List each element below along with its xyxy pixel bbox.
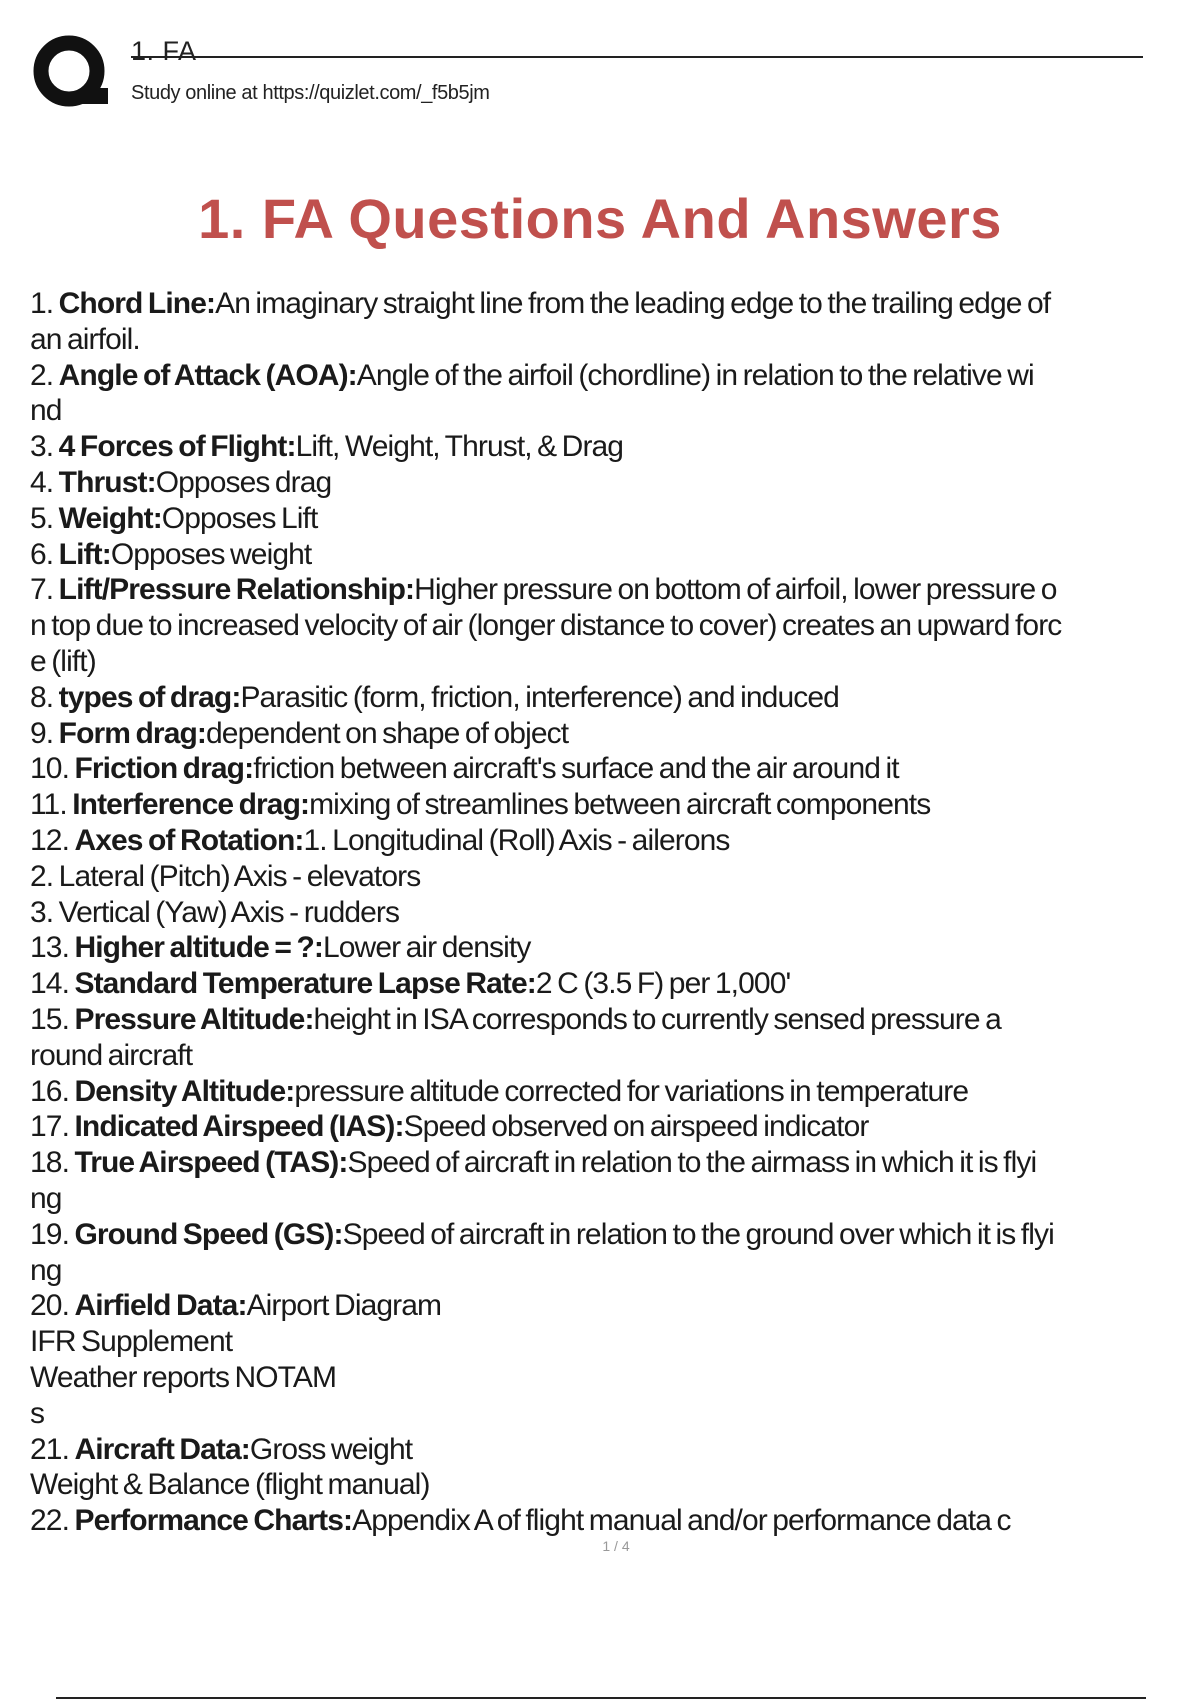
qa-definition: Opposes Lift [161, 501, 318, 535]
qa-item: 6. Lift:Opposes weight [30, 537, 312, 571]
qa-term: True Airspeed (TAS): [74, 1146, 348, 1180]
qa-item: 8. types of drag:Parasitic (form, friction, interference) and induced [30, 680, 839, 714]
qa-item: 22. Performance Charts:Appendix A of flight manual and/or performance data c [30, 1504, 1011, 1538]
qa-definition: Speed of aircraft in relation to the airmass in which it is flyi ng [30, 1146, 1037, 1215]
qa-definition: Opposes drag [155, 465, 332, 499]
qa-term: Interference drag: [72, 788, 310, 822]
footer-divider [56, 1697, 1146, 1699]
qa-item: 9. Form drag:dependent on shape of object [30, 716, 569, 750]
qa-definition: mixing of streamlines between aircraft components [309, 788, 931, 822]
qa-term: Ground Speed (GS): [74, 1217, 343, 1251]
qa-definition: Opposes weight [110, 537, 312, 571]
qa-term: Friction drag: [74, 752, 254, 786]
qa-term: Lift/Pressure Relationship: [58, 573, 415, 607]
qa-term: types of drag: [58, 680, 241, 714]
qa-term: Standard Temperature Lapse Rate: [74, 967, 536, 1001]
qa-definition: Lower air density [322, 931, 531, 965]
qa-definition: Gross weight Weight & Balance (flight manual) [30, 1432, 430, 1502]
qa-item: 13. Higher altitude = ?:Lower air density [30, 931, 531, 965]
qa-term: Aircraft Data: [74, 1432, 250, 1466]
qa-definition: height in ISA corresponds to currently sensed pressure a round aircraft [30, 1002, 1001, 1072]
qa-item: 21. Aircraft Data:Gross weight Weight & Balance (flight manual) [30, 1432, 430, 1502]
qa-term: Higher altitude = ?: [74, 931, 323, 965]
qa-item: 2. Angle of Attack (AOA):Angle of the airfoil (chordline) in relation to the relative wi nd [30, 358, 1034, 428]
qa-item: 4. Thrust:Opposes drag [30, 465, 332, 499]
header-divider [131, 56, 1143, 58]
qa-term: Thrust: [58, 465, 156, 499]
qa-item: 16. Density Altitude:pressure altitude corrected for variations in temperature [30, 1074, 969, 1108]
qa-term: Performance Charts: [74, 1504, 353, 1538]
qa-item: 1. Chord Line:An imaginary straight line from the leading edge to the trailing edge of an airfoil. [30, 287, 1051, 356]
qa-definition: dependent on shape of object [206, 716, 569, 750]
qa-term: Chord Line: [58, 287, 216, 320]
qa-term: Form drag: [58, 716, 207, 750]
qa-item: 14. Standard Temperature Lapse Rate:2 C (3.5 F) per 1,000' [30, 967, 791, 1001]
document-name: 1. FA [131, 36, 197, 66]
qa-term: Indicated Airspeed (IAS): [74, 1110, 404, 1144]
qa-item: 3. 4 Forces of Flight:Lift, Weight, Thrust, & Drag [30, 430, 624, 464]
qa-definition: friction between aircraft's surface and the air around it [253, 752, 899, 786]
quizlet-logo-icon [32, 34, 112, 114]
qa-item: 19. Ground Speed (GS):Speed of aircraft in relation to the ground over which it is flyi ng [30, 1217, 1054, 1287]
qa-term: Airfield Data: [74, 1289, 247, 1323]
qa-definition: pressure altitude corrected for variations in temperature [294, 1074, 969, 1108]
qa-list [30, 286, 1200, 1539]
qa-definition: Speed observed on airspeed indicator [403, 1110, 869, 1144]
qa-term: Lift: [58, 537, 111, 571]
qa-term: 4 Forces of Flight: [58, 430, 296, 464]
qa-definition: Airport Diagram IFR Supplement Weather reports NOTAM s [30, 1289, 442, 1430]
qa-definition: Parasitic (form, friction, interference) and induced [240, 680, 839, 714]
qa-item: 17. Indicated Airspeed (IAS):Speed observed on airspeed indicator [30, 1110, 869, 1144]
page-header [0, 0, 1200, 120]
study-online-link[interactable]: Study online at https://quizlet.com/_f5b5jm [131, 82, 490, 104]
qa-item: 10. Friction drag:friction between aircraft's surface and the air around it [30, 752, 899, 786]
qa-term: Weight: [58, 501, 162, 535]
qa-item: 12. Axes of Rotation:1. Longitudinal (Roll) Axis - ailerons 2. Lateral (Pitch) Axis - elevators 3. Vertical (Yaw) Axis - rudders [30, 823, 730, 929]
qa-term: Density Altitude: [74, 1074, 295, 1108]
page-number: 1 / 4 [602, 1538, 630, 1554]
qa-item: 5. Weight:Opposes Lift [30, 501, 318, 535]
qa-definition: Lift, Weight, Thrust, & Drag [295, 430, 624, 464]
qa-item: 11. Interference drag:mixing of streamlines between aircraft components [30, 788, 931, 822]
qa-item: 18. True Airspeed (TAS):Speed of aircraft in relation to the airmass in which it is flyi ng [30, 1146, 1037, 1215]
qa-term: Angle of Attack (AOA): [58, 358, 357, 392]
qa-definition: 1. Longitudinal (Roll) Axis - ailerons 2. Lateral (Pitch) Axis - elevators 3. Vertical (Yaw) Axis - rudders [30, 823, 730, 929]
qa-definition: Higher pressure on bottom of airfoil, lower pressure o n top due to increased velocity of air (longer distance to cover) creates an upward forc e (lift) [30, 573, 1062, 678]
qa-item: 15. Pressure Altitude:height in ISA corresponds to currently sensed pressure a round aircraft [30, 1002, 1001, 1072]
qa-definition: Appendix A of flight manual and/or performance data c [352, 1504, 1011, 1538]
qa-definition: Speed of aircraft in relation to the ground over which it is flyi ng [30, 1217, 1054, 1287]
qa-definition: 2 C (3.5 F) per 1,000' [535, 967, 791, 1001]
page-title: 1. FA Questions And Answers [198, 187, 1002, 250]
qa-definition: Angle of the airfoil (chordline) in relation to the relative wi nd [30, 358, 1034, 428]
qa-definition: An imaginary straight line from the leading edge to the trailing edge of an airfoil. [30, 287, 1051, 356]
qa-term: Pressure Altitude: [74, 1002, 314, 1036]
qa-item: 20. Airfield Data:Airport Diagram IFR Supplement Weather reports NOTAM s [30, 1289, 442, 1430]
qa-item: 7. Lift/Pressure Relationship:Higher pressure on bottom of airfoil, lower pressure o n top due to increased velocity of air (longer distance to cover) creates an upward forc e (lift) [30, 573, 1062, 678]
qa-term: Axes of Rotation: [74, 823, 304, 857]
